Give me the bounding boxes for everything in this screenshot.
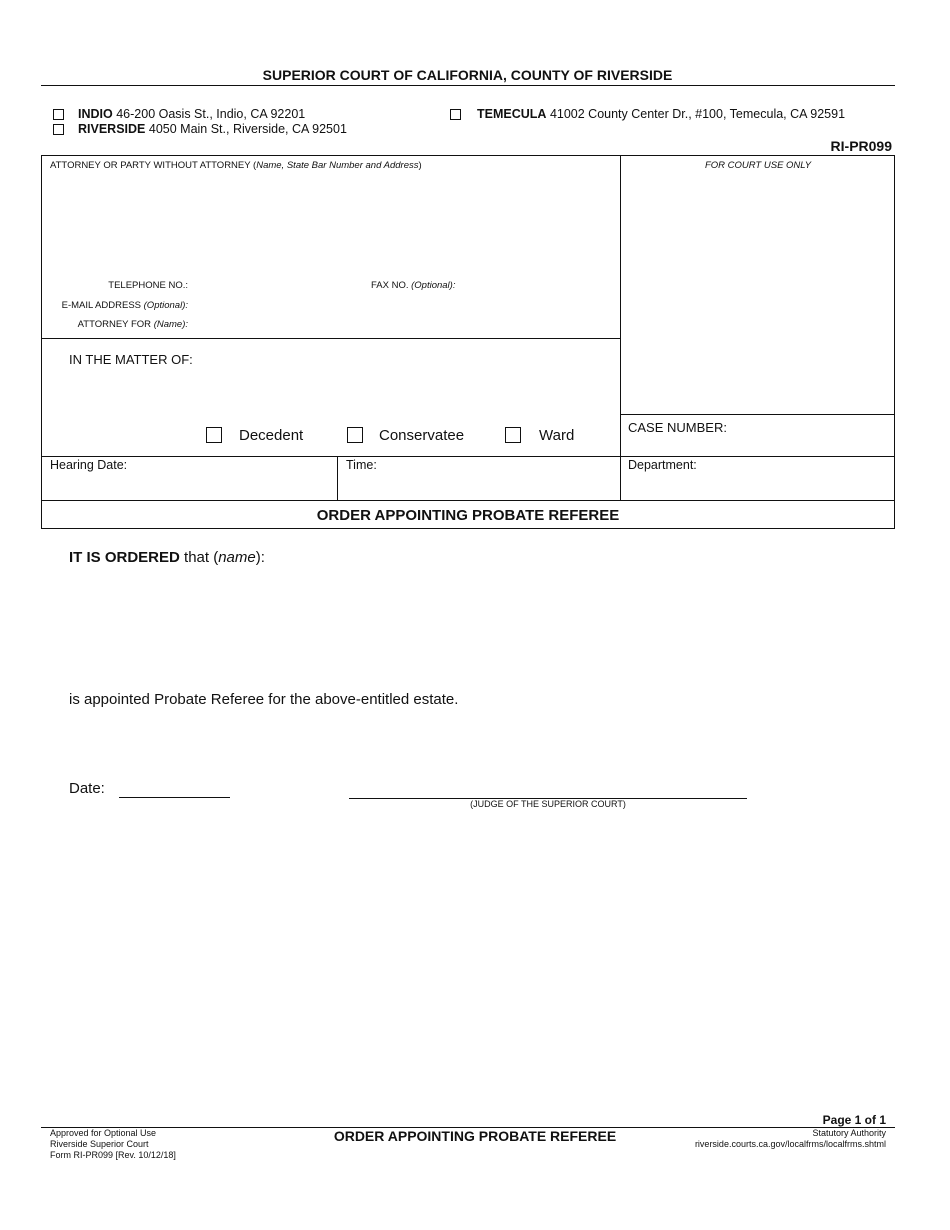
attorney-heading-italic: Name, State Bar Number and Address [256, 160, 419, 171]
temecula-name: TEMECULA [477, 107, 547, 121]
ordered-line [69, 549, 265, 566]
footer-court: Riverside Superior Court [50, 1139, 149, 1149]
court-title: SUPERIOR COURT OF CALIFORNIA, COUNTY OF RIVERSIDE [262, 67, 673, 83]
attorney-input-area[interactable] [50, 176, 610, 271]
title-top-rule [41, 500, 895, 501]
ward-checkbox[interactable] [505, 427, 521, 443]
fax-label [371, 280, 455, 291]
judge-signature-input[interactable] [349, 778, 747, 798]
riverside-address: 4050 Main St., Riverside, CA 92501 [148, 122, 347, 136]
court-use-label: FOR COURT USE ONLY [704, 160, 812, 171]
referee-name-input[interactable] [69, 575, 869, 675]
hearing-top-rule [41, 456, 895, 457]
attorney-bottom-rule [41, 338, 620, 339]
attorney-heading-text: ATTORNEY OR PARTY WITHOUT ATTORNEY ( [50, 160, 257, 171]
form-id: RI-PR099 [830, 138, 892, 154]
email-label [38, 300, 188, 311]
header-rule [41, 85, 895, 86]
telephone-input[interactable] [194, 277, 364, 293]
fax-optional: (Optional): [411, 280, 456, 291]
riverside-location [78, 122, 347, 136]
case-number-input[interactable] [628, 437, 888, 453]
time-label: Time: [346, 458, 377, 472]
fax-label-text: FAX NO. [371, 280, 409, 291]
email-input[interactable] [194, 297, 610, 313]
ordered-name: name [218, 549, 256, 566]
hearing-date-label: Hearing Date: [50, 458, 128, 472]
time-divider [337, 457, 338, 500]
decedent-checkbox[interactable] [206, 427, 222, 443]
date-line [119, 797, 230, 798]
footer-statutory: Statutory Authority [812, 1128, 886, 1138]
case-number-label: CASE NUMBER: [628, 420, 727, 435]
temecula-address: 41002 County Center Dr., #100, Temecula, CA 92591 [549, 107, 846, 121]
footer-form-rev: Form RI-PR099 [Rev. 10/12/18] [50, 1150, 176, 1160]
appointed-text: is appointed Probate Referee for the above-entitled estate. [69, 691, 459, 708]
decedent-label: Decedent [239, 427, 304, 444]
department-input[interactable] [628, 474, 888, 496]
ordered-close: ): [255, 549, 265, 566]
date-input[interactable] [119, 780, 230, 797]
indio-address: 46-200 Oasis St., Indio, CA 92201 [116, 107, 306, 121]
telephone-label: TELEPHONE NO.: [108, 280, 188, 291]
time-input[interactable] [346, 474, 614, 496]
matter-input[interactable] [69, 372, 609, 412]
attorney-for-label [38, 319, 188, 330]
attorney-heading-close: ) [418, 160, 422, 171]
fax-input[interactable] [460, 277, 610, 293]
temecula-checkbox[interactable] [450, 109, 461, 120]
email-optional: (Optional): [143, 300, 188, 311]
footer-approved: Approved for Optional Use [50, 1128, 157, 1138]
attorney-heading [50, 160, 422, 171]
ward-label: Ward [539, 427, 575, 444]
attorney-for-input[interactable] [194, 316, 610, 332]
attorney-for-label-text: ATTORNEY FOR [77, 319, 152, 330]
indio-location [78, 107, 305, 121]
footer-title: ORDER APPOINTING PROBATE REFEREE [333, 1128, 617, 1144]
department-label: Department: [628, 458, 697, 472]
page-number: Page 1 of 1 [822, 1113, 886, 1127]
indio-name: INDIO [78, 107, 113, 121]
attorney-for-name: (Name): [153, 319, 188, 330]
conservatee-label: Conservatee [379, 427, 465, 444]
ordered-bold: IT IS ORDERED [69, 549, 180, 566]
riverside-checkbox[interactable] [53, 124, 64, 135]
email-label-text: E-MAIL ADDRESS [61, 300, 141, 311]
date-label: Date: [69, 780, 105, 797]
temecula-location [477, 107, 845, 121]
riverside-name: RIVERSIDE [78, 122, 146, 136]
court-use-divider [620, 155, 621, 500]
hearing-date-input[interactable] [50, 474, 330, 496]
ordered-rest: that ( [179, 549, 219, 566]
case-number-top-rule [620, 414, 895, 415]
footer-url: riverside.courts.ca.gov/localfrms/localfrms.shtml [694, 1139, 886, 1149]
indio-checkbox[interactable] [53, 109, 64, 120]
form-title: ORDER APPOINTING PROBATE REFEREE [316, 507, 620, 524]
conservatee-checkbox[interactable] [347, 427, 363, 443]
judge-caption: (JUDGE OF THE SUPERIOR COURT) [470, 799, 626, 809]
matter-label: IN THE MATTER OF: [69, 352, 193, 367]
